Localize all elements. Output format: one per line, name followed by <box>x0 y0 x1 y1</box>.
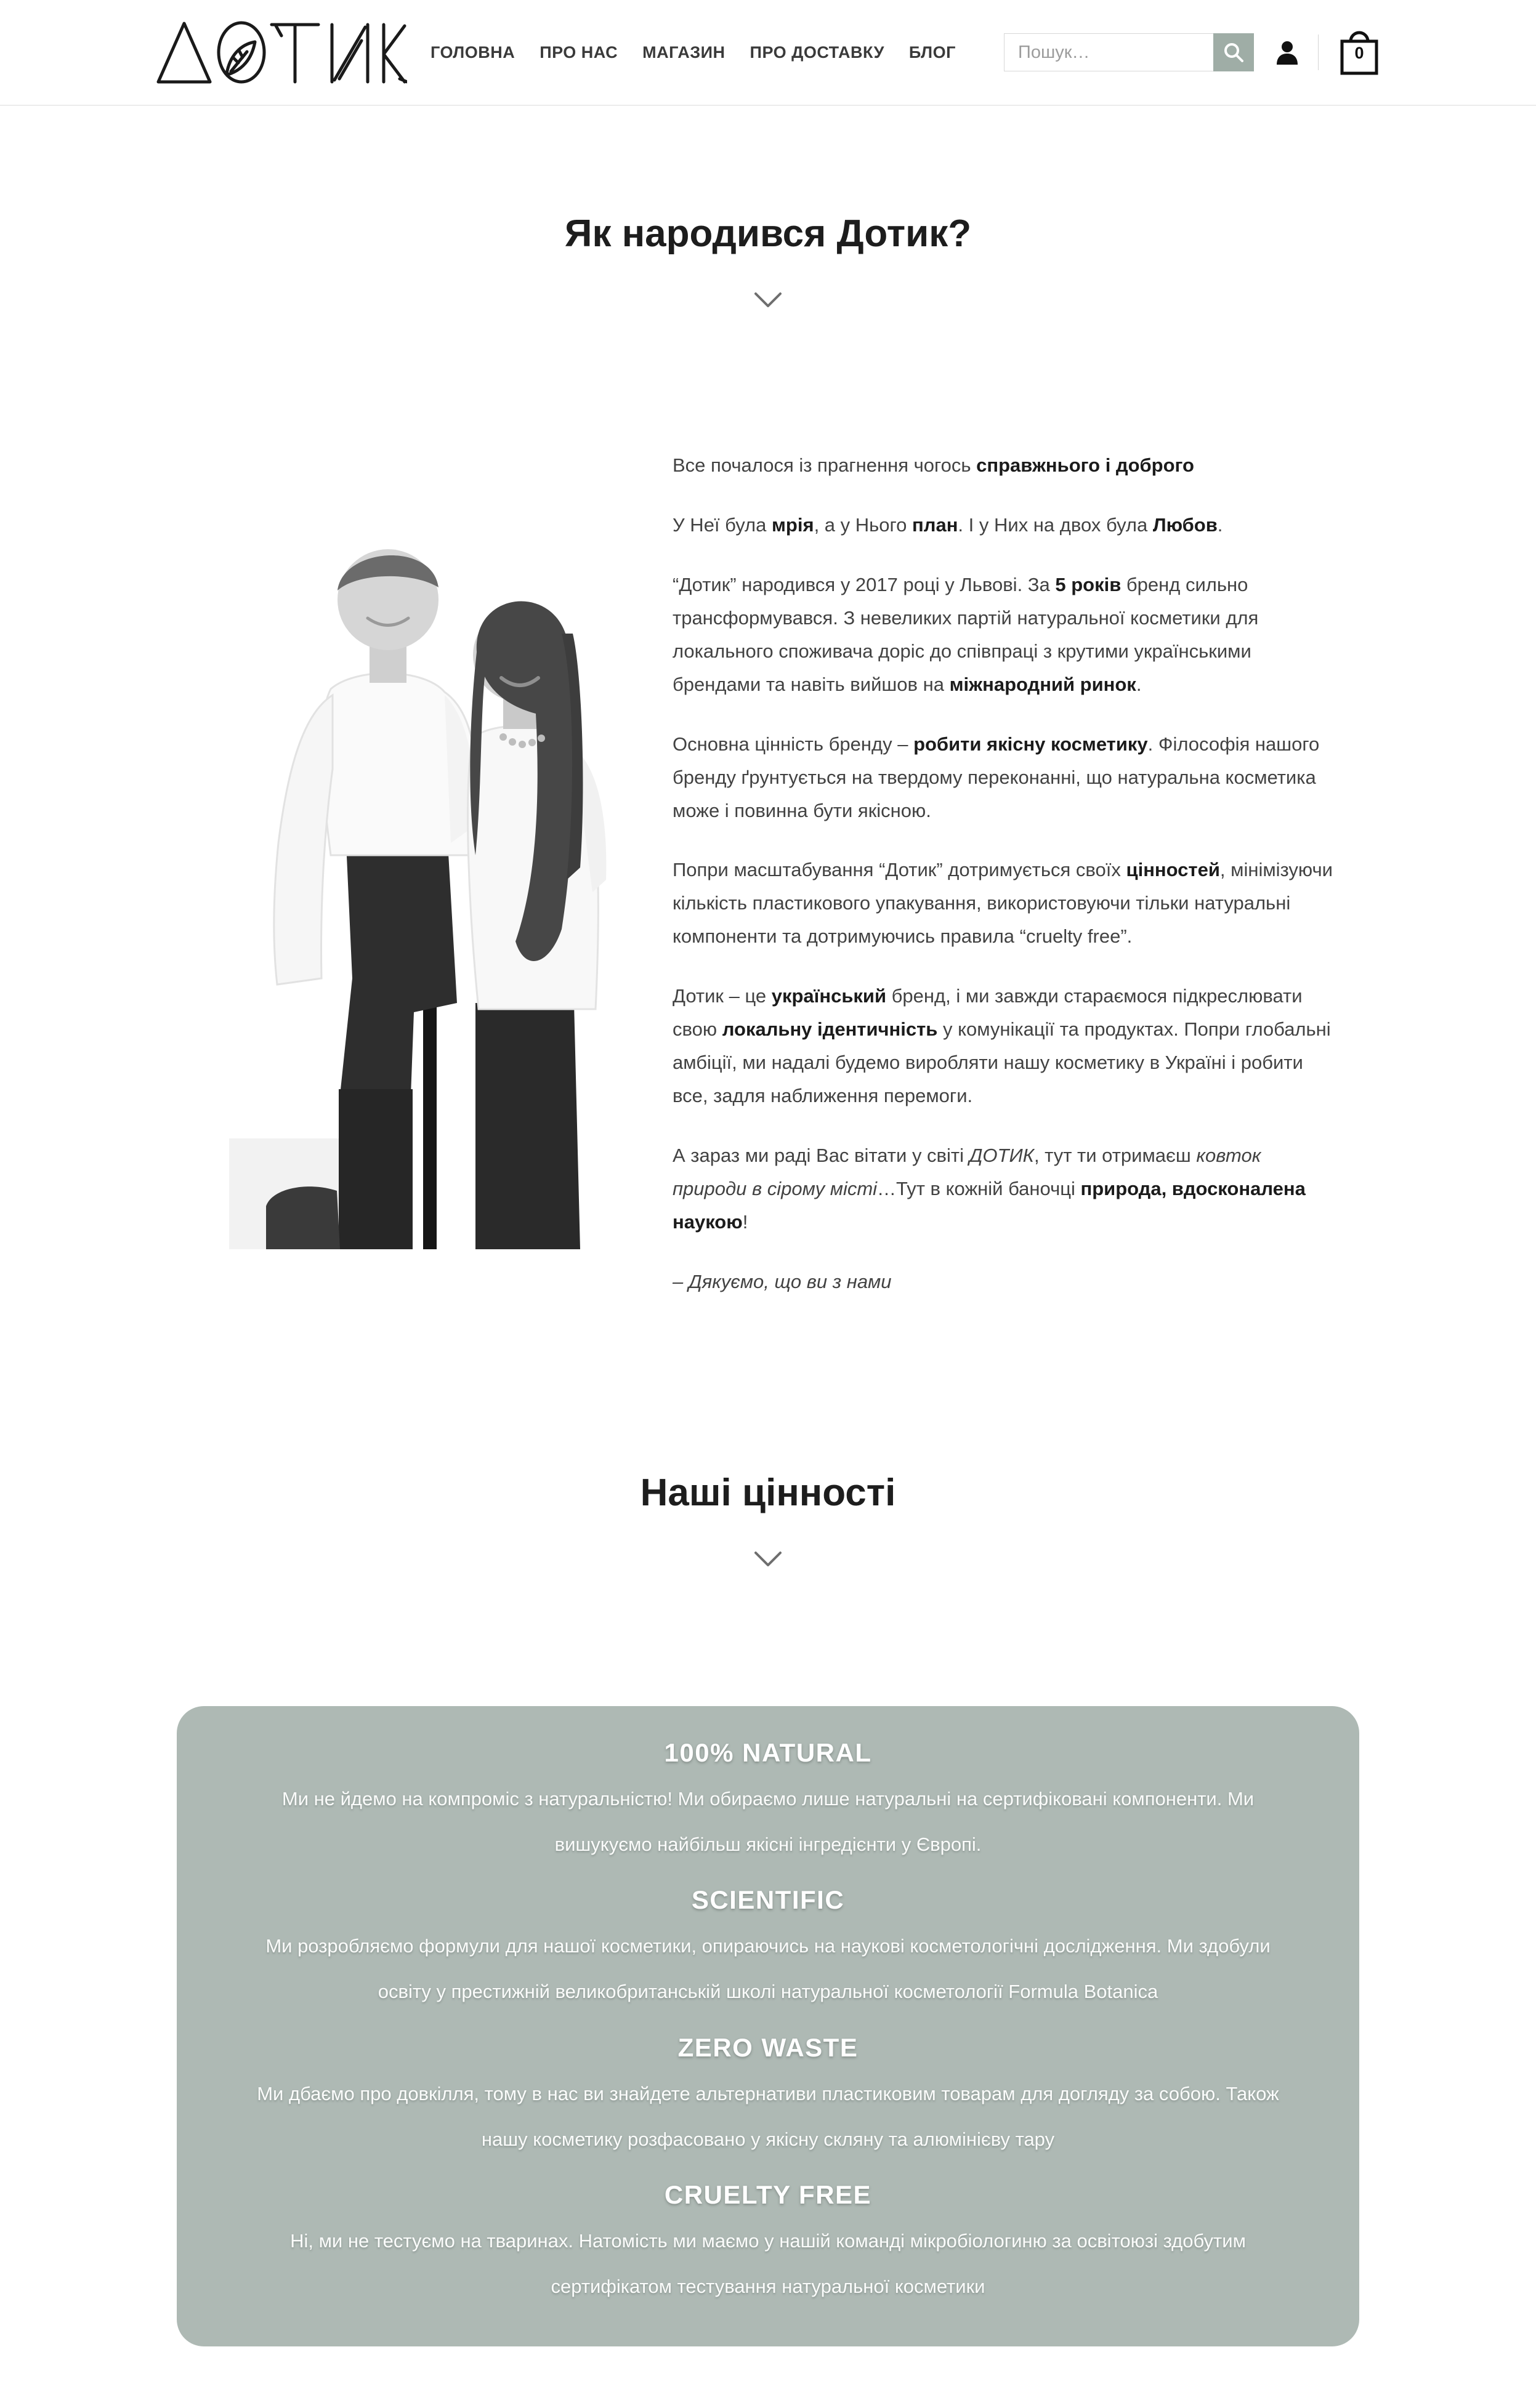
user-icon <box>1275 39 1300 65</box>
search-input[interactable] <box>1004 33 1213 71</box>
cart-button[interactable] <box>1337 28 1381 77</box>
value-item-text: Ми не йдемо на компроміс з натуральністю! Ми обираємо лише натуральні на сертифіковані компоненти. Ми вишукуємо найбільш якісні інгредієнти у Європі. <box>281 1787 1255 1855</box>
nav-item[interactable]: ГОЛОВНА <box>430 42 515 62</box>
site-header <box>0 0 1536 106</box>
story-title: Як народився Дотик? <box>564 212 972 255</box>
about-paragraph: У Неї була мрія, а у Нього план. І у Них на двох була Любов. <box>673 513 1223 536</box>
brand-logo-icon <box>155 20 407 85</box>
nav-item[interactable]: БЛОГ <box>908 42 956 62</box>
search-form <box>1004 33 1254 71</box>
search-button[interactable] <box>1213 33 1254 71</box>
main-nav <box>430 43 980 62</box>
story-text <box>673 449 1333 1299</box>
values-scroll-chevron[interactable] <box>177 1550 1359 1568</box>
section-values <box>177 1299 1359 2346</box>
about-paragraph: А зараз ми раді Вас вітати у світі ДОТИК, тут ти отримаєш ковток природи в сірому місті…Тут в кожній баночці природа, вдосконалена наукою! <box>673 1145 1306 1233</box>
nav-item[interactable]: МАГАЗИН <box>642 42 726 62</box>
value-item-text: Ми дбаємо про довкілля, тому в нас ви знайдете альтернативи пластиковим товарам для догляду за собою. Також нашу косметику розфасовано у якісну скляну та алюмінієву тару <box>257 2082 1279 2150</box>
value-item-title: SCIENTIFIC <box>691 1885 845 1915</box>
founders-photo <box>229 449 609 1249</box>
about-paragraph: Основна цінність бренду – робити якісну косметику. Філософія нашого бренду ґрунтується на твердому переконанні, що натуральна косметика може і повинна бути якісною. <box>673 733 1320 821</box>
value-item-text: Ми розробляємо формули для нашої косметики, опираючись на наукові косметологічні дослідження. Ми здобули освіту у престижній великобританській школі натуральної косметології Formula Botanica <box>265 1935 1271 2003</box>
value-item-text: Ні, ми не тестуємо на тваринах. Натомість ми маємо у нашій команді мікробіологиню за освітоюзі здобутим сертифікатом тестування натуральної косметики <box>290 2230 1246 2298</box>
value-item-title: 100% NATURAL <box>664 1738 872 1767</box>
values-title: Наші цінності <box>640 1471 896 1514</box>
value-item-title: CRUELTY FREE <box>664 2180 872 2210</box>
section-story <box>177 106 1359 1299</box>
nav-item[interactable]: ПРО НАС <box>540 42 618 62</box>
cart-count: 0 <box>1354 44 1364 62</box>
about-paragraph: Дотик – це український бренд, і ми завжди стараємося підкреслювати свою локальну ідентичність у комунікації та продуктах. Попри глобальні амбіції, ми надалі будемо виробляти нашу косметику в Україні і робити все, задля наближення перемоги. <box>673 985 1331 1107</box>
brand-logo[interactable] <box>155 20 407 85</box>
value-item-title: ZERO WASTE <box>677 2032 859 2062</box>
search-icon <box>1223 42 1244 63</box>
values-panel <box>177 1706 1359 2346</box>
chevron-down-icon <box>753 291 783 308</box>
about-paragraph: – Дякуємо, що ви з нами <box>673 1270 892 1292</box>
header-divider <box>1318 34 1319 70</box>
story-scroll-chevron[interactable] <box>177 291 1359 308</box>
account-button[interactable] <box>1275 39 1300 65</box>
about-paragraph: “Дотик” народився у 2017 році у Львові. За 5 років бренд сильно трансформувався. З невеликих партій натуральної косметики для локального споживача доріс до співпраці з крутими українськими брендами та навіть вийшов на міжнародний ринок. <box>673 573 1259 695</box>
nav-item[interactable]: ПРО ДОСТАВКУ <box>750 42 884 62</box>
chevron-down-icon <box>753 1550 783 1568</box>
about-paragraph: Попри масштабування “Дотик” дотримується своїх цінностей, мінімізуючи кількість пластикового упакування, використовуючи тільки натуральні компоненти та дотримуючись правила “cruelty free”. <box>673 859 1333 948</box>
about-paragraph: Все почалося із прагнення чогось справжнього і доброго <box>673 454 1194 476</box>
